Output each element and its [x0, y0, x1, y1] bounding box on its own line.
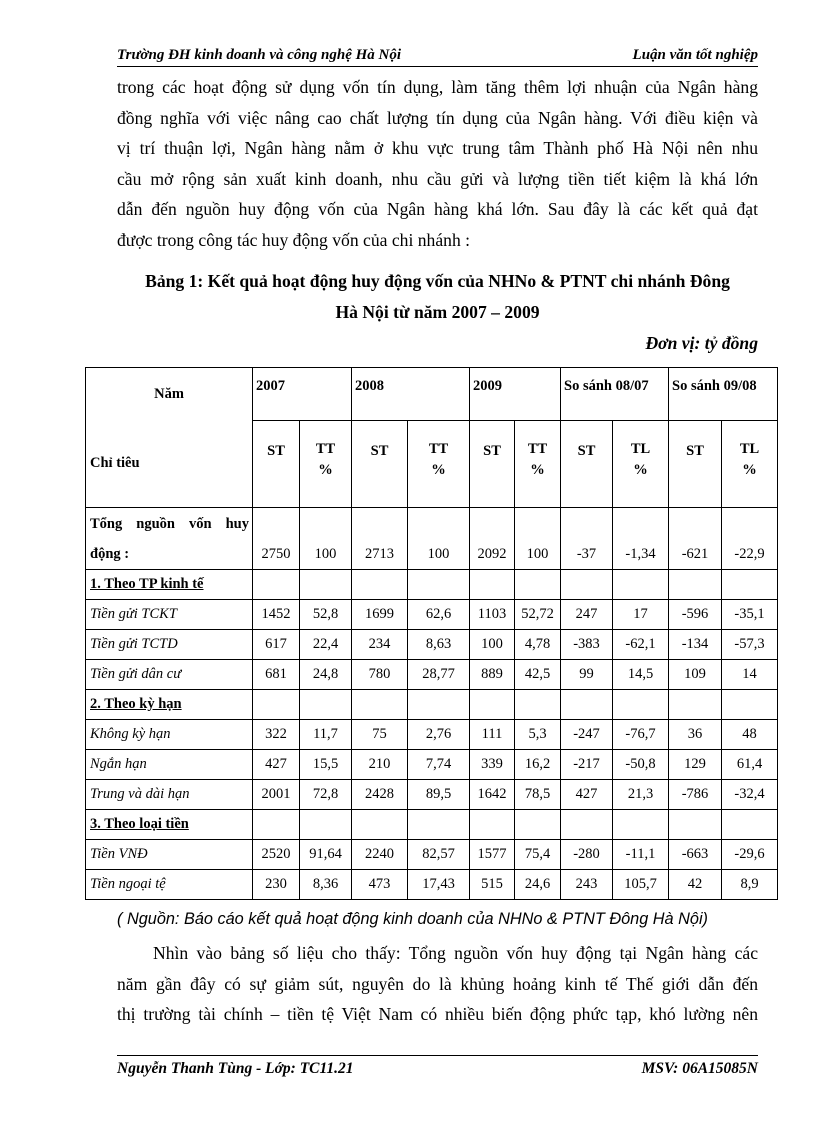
- row-label: Tổng nguồn vốn huy động :: [86, 508, 253, 570]
- table-row-total: [86, 508, 778, 570]
- table-cell: 111: [470, 720, 515, 750]
- table-cell: -247: [561, 720, 613, 750]
- table-cell: 100: [300, 508, 352, 570]
- table-row: [86, 750, 778, 780]
- table-cell: 8,63: [408, 630, 470, 660]
- empty-cell: [408, 570, 470, 600]
- outro-line: thị trường tài chính – tiền tệ Việt Nam có nhiều biến động phức tạp, khó lường nên: [117, 1004, 758, 1024]
- table-cell: 4,78: [515, 630, 561, 660]
- empty-cell: [408, 690, 470, 720]
- table-cell: 339: [470, 750, 515, 780]
- empty-cell: [669, 690, 722, 720]
- empty-cell: [470, 810, 515, 840]
- outro-line: năm gần đây có sự giảm sút, nguyên do là khủng hoảng kinh tế Thế giới dẫn đến: [117, 973, 758, 994]
- empty-cell: [669, 810, 722, 840]
- table-cell: 889: [470, 660, 515, 690]
- table-cell: -134: [669, 630, 722, 660]
- empty-cell: [300, 570, 352, 600]
- table-cell: 42,5: [515, 660, 561, 690]
- table-cell: 1103: [470, 600, 515, 630]
- table-cell: -786: [669, 780, 722, 810]
- sub-header-cell: TL %: [613, 421, 669, 508]
- row-label: Trung và dài hạn: [86, 780, 253, 810]
- sub-header-cell: ST: [561, 421, 613, 508]
- table-cell: 515: [470, 870, 515, 900]
- table-cell: 427: [253, 750, 300, 780]
- header-school: Trường ĐH kinh doanh và công nghệ Hà Nội: [117, 47, 402, 63]
- sub-header-cell: TT %: [515, 421, 561, 508]
- section-title: 2. Theo kỳ hạn: [86, 690, 253, 720]
- table-section-row: [86, 810, 778, 840]
- row-label: Tiền gửi TCTD: [86, 630, 253, 660]
- table-cell: 36: [669, 720, 722, 750]
- footer-student-id: MSV: 06A15085N: [641, 1060, 758, 1077]
- sub-header-cell: ST: [352, 421, 408, 508]
- intro-paragraph: [117, 72, 758, 255]
- table-cell: 24,6: [515, 870, 561, 900]
- table-row: [86, 720, 778, 750]
- table-cell: -383: [561, 630, 613, 660]
- table-cell: 75,4: [515, 840, 561, 870]
- table-cell: -217: [561, 750, 613, 780]
- sub-header-cell: TT %: [408, 421, 470, 508]
- corner-year-label: Năm: [154, 385, 184, 402]
- empty-cell: [669, 570, 722, 600]
- table-cell: 100: [408, 508, 470, 570]
- section-title: 1. Theo TP kinh tế: [86, 570, 253, 600]
- table-cell: -280: [561, 840, 613, 870]
- empty-cell: [352, 570, 408, 600]
- table-cell: -621: [669, 508, 722, 570]
- table-cell: 230: [253, 870, 300, 900]
- table-caption-line1: Bảng 1: Kết quả hoạt động huy động vốn của NHNo & PTNT chi nhánh Đông: [145, 271, 730, 291]
- empty-cell: [352, 810, 408, 840]
- table-cell: 22,4: [300, 630, 352, 660]
- table-cell: 8,36: [300, 870, 352, 900]
- table-cell: 234: [352, 630, 408, 660]
- sub-header-cell: ST: [669, 421, 722, 508]
- section-title: 3. Theo loại tiền: [86, 810, 253, 840]
- footer-author: Nguyễn Thanh Tùng - Lớp: TC11.21: [117, 1060, 354, 1077]
- table-cell: 78,5: [515, 780, 561, 810]
- table-cell: 100: [470, 630, 515, 660]
- compare-header: So sánh 08/07: [561, 368, 669, 421]
- empty-cell: [722, 690, 778, 720]
- table-cell: 61,4: [722, 750, 778, 780]
- table-cell: 322: [253, 720, 300, 750]
- empty-cell: [561, 570, 613, 600]
- corner-year-cell: [86, 368, 253, 421]
- empty-cell: [561, 810, 613, 840]
- footer-rule: [117, 1055, 758, 1056]
- table-cell: 617: [253, 630, 300, 660]
- intro-line: trong các hoạt động sử dụng vốn tín dụng, làm tăng thêm lợi nhuận của Ngân hàng: [117, 77, 758, 97]
- table-cell: 2713: [352, 508, 408, 570]
- empty-cell: [613, 690, 669, 720]
- table-cell: 11,7: [300, 720, 352, 750]
- table-row: [86, 600, 778, 630]
- header-doc-type: Luận văn tốt nghiệp: [632, 47, 758, 63]
- table-cell: 1642: [470, 780, 515, 810]
- empty-cell: [613, 810, 669, 840]
- outro-line: Nhìn vào bảng số liệu cho thấy: Tổng nguồn vốn huy động tại Ngân hàng các: [153, 943, 758, 963]
- table-cell: 82,57: [408, 840, 470, 870]
- table-cell: 8,9: [722, 870, 778, 900]
- table-cell: 2092: [470, 508, 515, 570]
- table-cell: -29,6: [722, 840, 778, 870]
- table-cell: 2750: [253, 508, 300, 570]
- table-cell: 105,7: [613, 870, 669, 900]
- row-label: Tiền gửi TCKT: [86, 600, 253, 630]
- table-cell: 2,76: [408, 720, 470, 750]
- table-cell: 100: [515, 508, 561, 570]
- table-cell: 52,72: [515, 600, 561, 630]
- table-cell: -11,1: [613, 840, 669, 870]
- empty-cell: [722, 570, 778, 600]
- table-caption: [100, 266, 775, 328]
- table-cell: 1699: [352, 600, 408, 630]
- table-cell: 16,2: [515, 750, 561, 780]
- table-cell: 72,8: [300, 780, 352, 810]
- table-cell: 62,6: [408, 600, 470, 630]
- row-label: Tiền gửi dân cư: [86, 660, 253, 690]
- table-cell: 7,74: [408, 750, 470, 780]
- empty-cell: [352, 690, 408, 720]
- table-cell: 52,8: [300, 600, 352, 630]
- table-row: [86, 660, 778, 690]
- table-cell: 14,5: [613, 660, 669, 690]
- table-caption-line2: Hà Nội từ năm 2007 – 2009: [335, 302, 540, 322]
- table-cell: 91,64: [300, 840, 352, 870]
- intro-line: dẫn đến nguồn huy động vốn của Ngân hàng khá lớn. Sau đây là các kết quả đạt: [117, 199, 758, 219]
- table-section-row: [86, 570, 778, 600]
- table-cell: 48: [722, 720, 778, 750]
- year-header: 2009: [470, 368, 561, 421]
- empty-cell: [300, 690, 352, 720]
- table-cell: 1577: [470, 840, 515, 870]
- data-table: [85, 367, 778, 900]
- table-cell: 2240: [352, 840, 408, 870]
- table-cell: 780: [352, 660, 408, 690]
- table-cell: 5,3: [515, 720, 561, 750]
- table-row: [86, 840, 778, 870]
- table-cell: 17: [613, 600, 669, 630]
- page-header: [117, 45, 758, 67]
- table-cell: 210: [352, 750, 408, 780]
- table-cell: -35,1: [722, 600, 778, 630]
- table-section-row: [86, 690, 778, 720]
- sub-header-cell: TT %: [300, 421, 352, 508]
- table-cell: -663: [669, 840, 722, 870]
- intro-line: đồng nghĩa với việc nâng cao chất lượng tín dụng của Ngân hàng. Với điều kiện và: [117, 107, 758, 128]
- sub-header-cell: ST: [253, 421, 300, 508]
- table-cell: 75: [352, 720, 408, 750]
- table-cell: -62,1: [613, 630, 669, 660]
- row-label: Tiền VNĐ: [86, 840, 253, 870]
- corner-indicator-label: Chỉ tiêu: [86, 421, 253, 508]
- table-row: [86, 870, 778, 900]
- sub-header-row: [86, 421, 778, 508]
- empty-cell: [470, 570, 515, 600]
- table-cell: 2520: [253, 840, 300, 870]
- year-header: 2007: [253, 368, 352, 421]
- table-cell: 24,8: [300, 660, 352, 690]
- empty-cell: [470, 690, 515, 720]
- table-cell: -32,4: [722, 780, 778, 810]
- table-cell: 99: [561, 660, 613, 690]
- table-cell: -596: [669, 600, 722, 630]
- empty-cell: [613, 570, 669, 600]
- table-cell: 681: [253, 660, 300, 690]
- row-label: Không kỳ hạn: [86, 720, 253, 750]
- table-cell: -22,9: [722, 508, 778, 570]
- empty-cell: [515, 810, 561, 840]
- table-cell: -37: [561, 508, 613, 570]
- table-cell: 1452: [253, 600, 300, 630]
- table-row: [86, 630, 778, 660]
- table-cell: -50,8: [613, 750, 669, 780]
- table-cell: 17,43: [408, 870, 470, 900]
- intro-line: được trong công tác huy động vốn của chi nhánh :: [117, 229, 471, 250]
- intro-line: vị trí thuận lợi, Ngân hàng nằm ở khu vực trung tâm Thành phố Hà Nội nên nhu: [117, 138, 758, 158]
- row-label: Tiền ngoại tệ: [86, 870, 253, 900]
- table-cell: 473: [352, 870, 408, 900]
- empty-cell: [722, 810, 778, 840]
- page-footer: [117, 1055, 758, 1083]
- table-cell: 89,5: [408, 780, 470, 810]
- table-cell: 2001: [253, 780, 300, 810]
- table-cell: 28,77: [408, 660, 470, 690]
- empty-cell: [253, 570, 300, 600]
- table-cell: 42: [669, 870, 722, 900]
- table-cell: 247: [561, 600, 613, 630]
- empty-cell: [515, 570, 561, 600]
- table-cell: 427: [561, 780, 613, 810]
- table-cell: -1,34: [613, 508, 669, 570]
- empty-cell: [253, 810, 300, 840]
- compare-header: So sánh 09/08: [669, 368, 778, 421]
- table-cell: 129: [669, 750, 722, 780]
- empty-cell: [253, 690, 300, 720]
- intro-line: cầu mở rộng sản xuất kinh doanh, nhu cầu gửi và lượng tiền tiết kiệm là khá lớn: [117, 168, 758, 189]
- outro-paragraph: [117, 938, 758, 1030]
- empty-cell: [300, 810, 352, 840]
- table-cell: 21,3: [613, 780, 669, 810]
- unit-label: Đơn vị: tỷ đồng: [645, 333, 758, 353]
- table-cell: 2428: [352, 780, 408, 810]
- table-cell: 243: [561, 870, 613, 900]
- table-cell: -57,3: [722, 630, 778, 660]
- header-rule: [117, 66, 758, 67]
- table-cell: 15,5: [300, 750, 352, 780]
- table-cell: 109: [669, 660, 722, 690]
- sub-header-cell: TL %: [722, 421, 778, 508]
- table-cell: 14: [722, 660, 778, 690]
- table-cell: -76,7: [613, 720, 669, 750]
- year-header: 2008: [352, 368, 470, 421]
- sub-header-cell: ST: [470, 421, 515, 508]
- empty-cell: [515, 690, 561, 720]
- table-row: [86, 780, 778, 810]
- source-note: ( Nguồn: Báo cáo kết quả hoạt động kinh doanh của NHNo & PTNT Đông Hà Nội): [117, 910, 708, 928]
- empty-cell: [408, 810, 470, 840]
- row-label: Ngắn hạn: [86, 750, 253, 780]
- empty-cell: [561, 690, 613, 720]
